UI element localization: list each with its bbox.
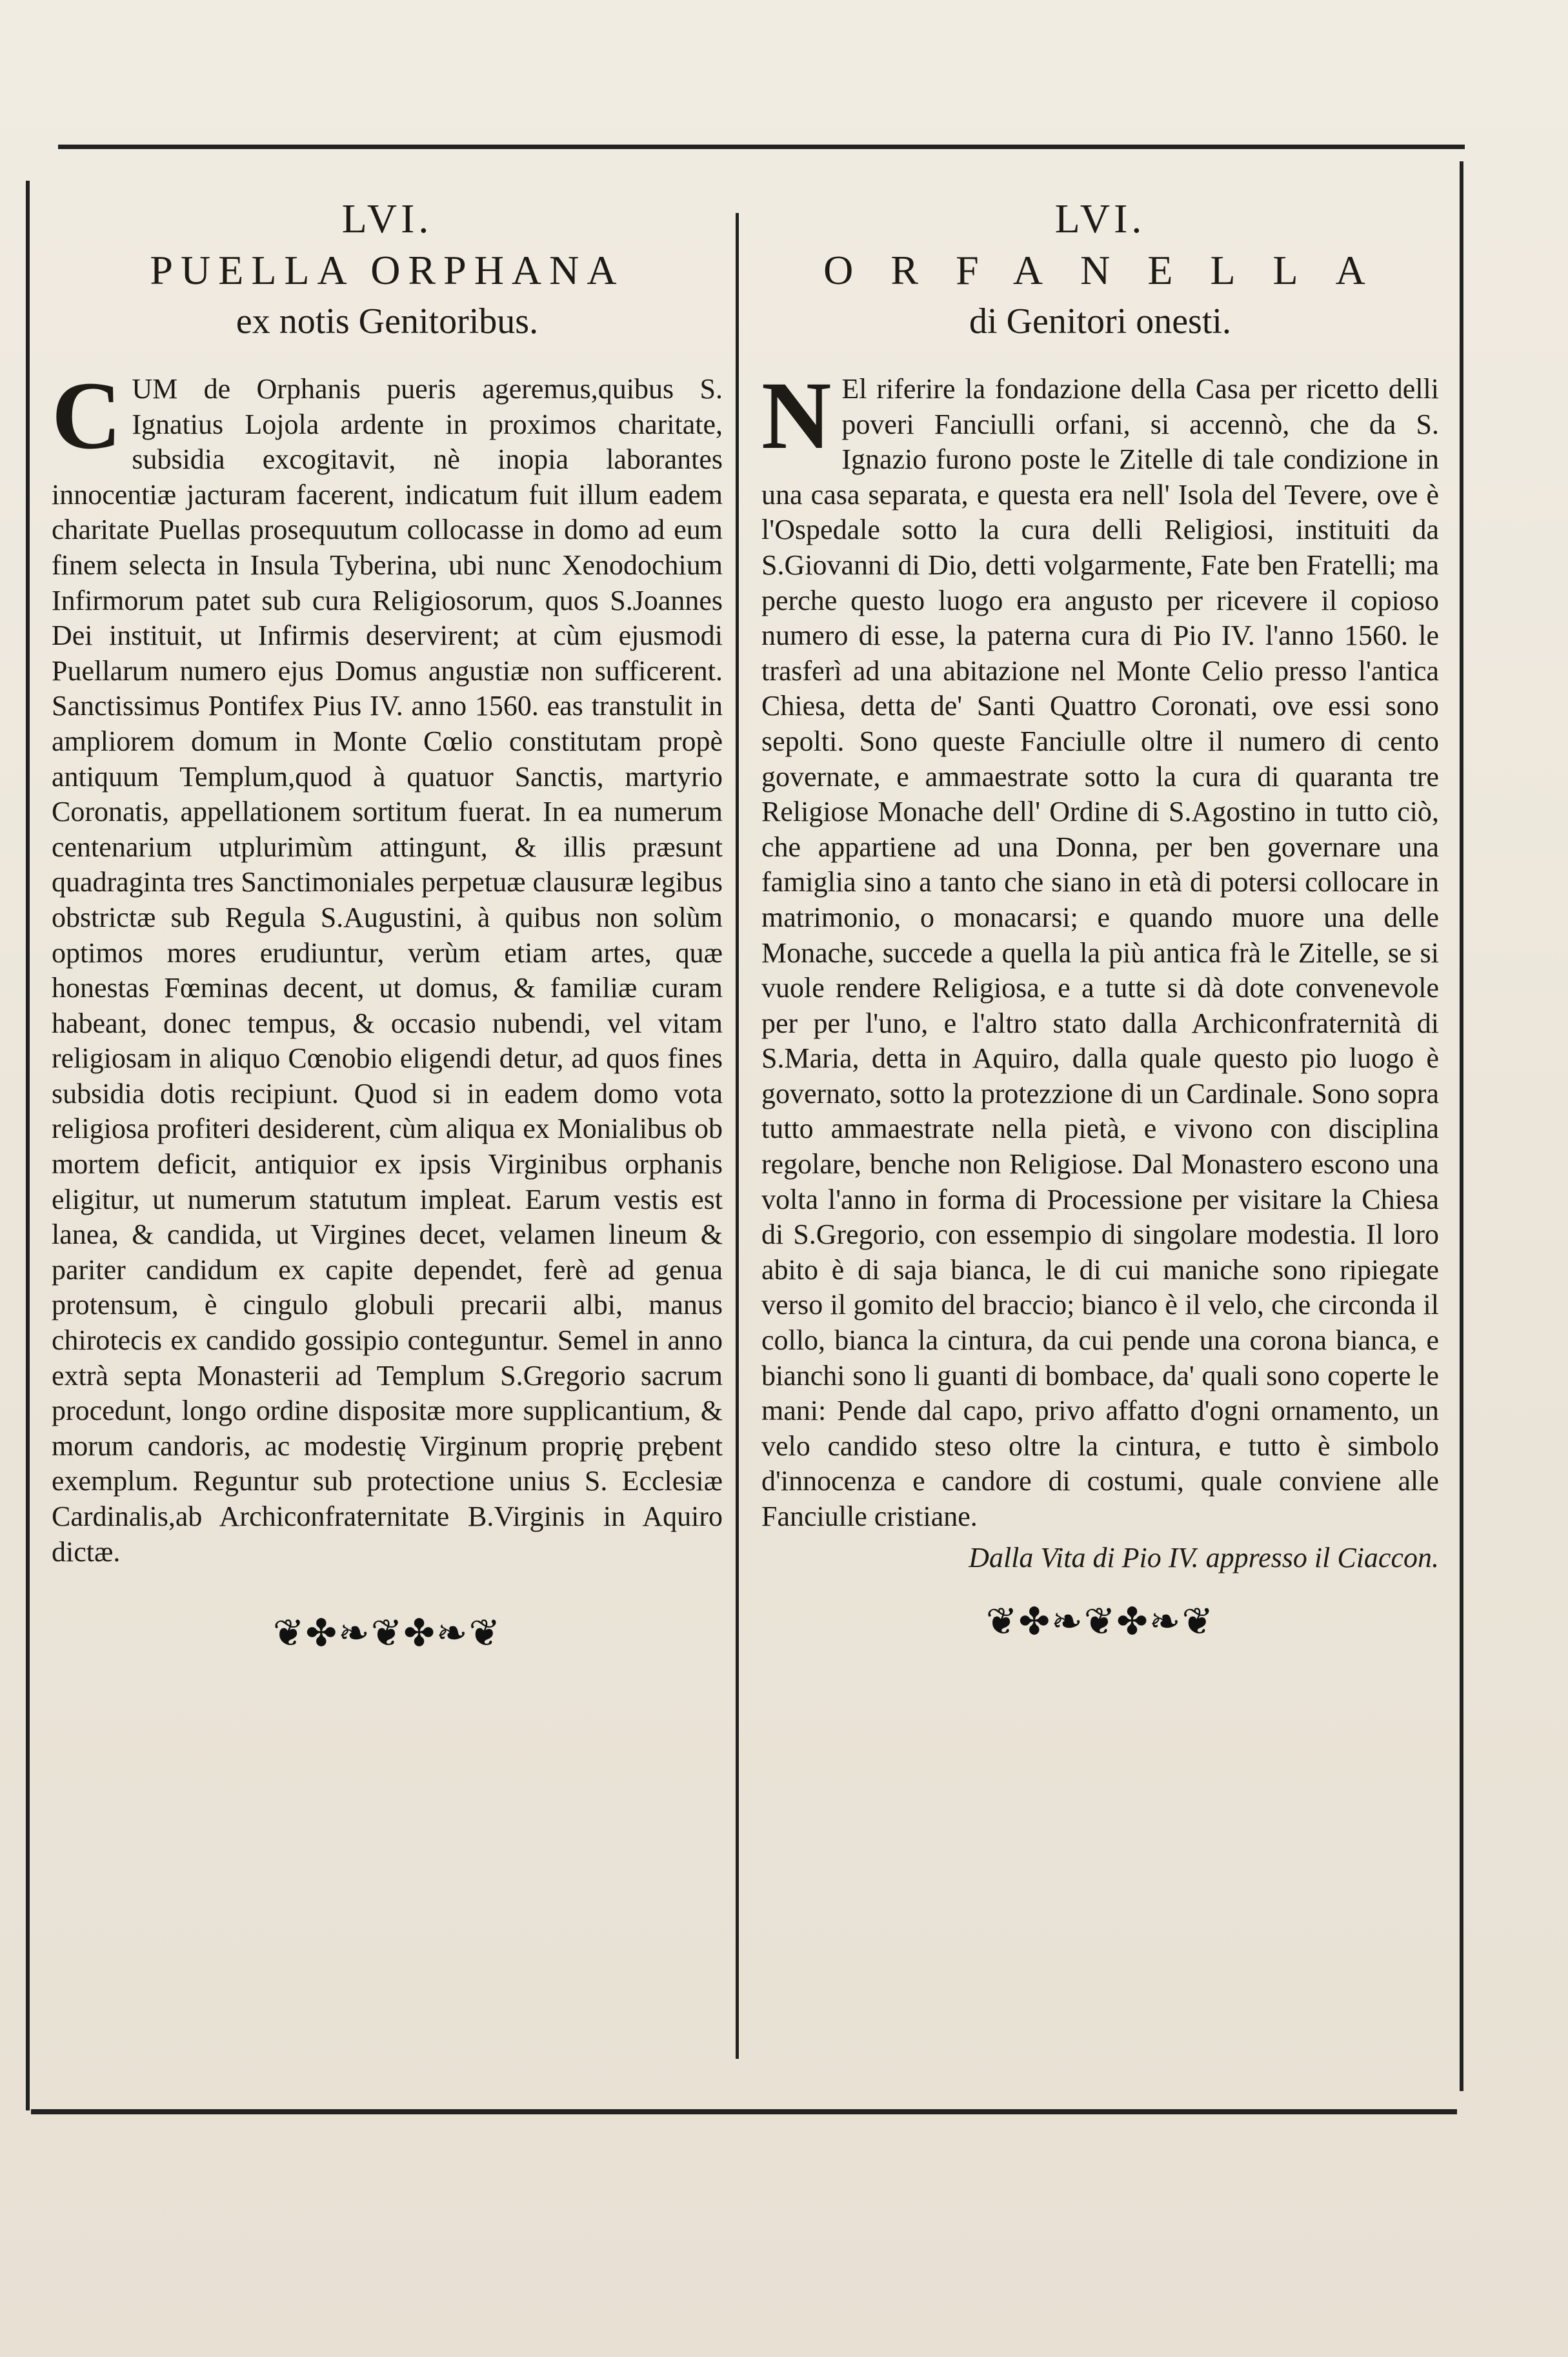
latin-title: PUELLA ORPHANA	[150, 247, 625, 293]
top-rule	[58, 145, 1465, 149]
latin-subtitle: ex notis Genitoribus.	[236, 301, 539, 341]
italian-title: ORFANELLA	[823, 247, 1403, 293]
right-rule	[1460, 161, 1463, 2091]
column-divider	[736, 213, 739, 2059]
bottom-rule	[31, 2109, 1457, 2114]
latin-column	[52, 194, 723, 1656]
source-citation: Dalla Vita di Pio IV. appresso il Ciaccon.	[969, 1541, 1439, 1573]
italian-chapter-number: LVI.	[1054, 196, 1146, 241]
italian-body	[761, 362, 1439, 1535]
latin-body-text: UM de Orphanis pueris ageremus,quibus S. Ignatius Lojola ardente in proximos charitate, subsidia excogitavit, nè inopia laborantes innocentiæ jacturam facerent, indicatum fuit illum eadem charitate Puellas prosequutum collocasse in domo ad eum finem selecta in Insula Tyberina, ubi nunc Xenodochium Infirmorum patet sub cura Religiosorum, quos S.Joannes Dei instituit, ut Infirmis deservirent; at cùm ejusmodi Puellarum numero ejus Domus angustiæ non sufficerent. Sanctissimus Pontifex Pius IV. anno 1560. eas transtulit in ampliorem domum in Monte Cœlio constitutam propè antiquum Templum,quod à quatuor Sanctis, martyrio Coronatis, appellationem sortitum fuerat. In ea numerum centenarium utplurimùm attingunt, & illis præsunt quadraginta tres Sanctimoniales perpetuæ clausuræ legibus obstrictæ sub Regula S.Augustini, à quibus non solùm optimos mores erudiuntur, verùm etiam artes, quæ honestas Fœminas decent, ut domus, & familiæ curam habeant, donec tempus, & occasio nubendi, vel vitam religiosam in aliquo Cœnobio eligendi detur, ad quos fines subsidia dotis recipiunt. Quod si in eadem domo vota religiosa profiteri desiderent, cùm aliqua ex Monialibus ob mortem deficit, antiquior ex ipsis Virginibus orphanis eligitur, ut numerum statutum impleat. Earum vestis est lanea, & candida, ut Virgines decet, velamen lineum & pariter candidum ex capite dependet, ferè ad genua protensum, è cingulo globuli precarii albi, manus chirotecis ex candido gossipio conteguntur. Semel in anno extrà septa Monasterii ad Templum S.Gregorio sacrum procedunt, longo ordine dispositæ more supplicantium, & morum candoris, ac modestię Virginum proprię prębent exemplum. Reguntur sub protectione unius S. Ecclesiæ Cardinalis,ab Archiconfraternitate B.Virginis in Aquiro dictæ.	[52, 373, 723, 1568]
latin-dropcap: C	[52, 362, 122, 469]
latin-chapter-number: LVI.	[341, 196, 433, 241]
italian-subtitle: di Genitori onesti.	[969, 301, 1231, 341]
italian-body-text: El riferire la fondazione della Casa per ricetto delli poveri Fanciulli orfani, si accennò, che da S. Ignazio furono poste le Zitelle di tale condizione in una casa separata, e questa era nell' Isola del Tevere, ove è l'Ospedale sotto la cura delli Religiosi, instituiti da S.Giovanni di Dio, detti volgarmente, Fate ben Fratelli; ma perche questo luogo era angusto per ricevere il copioso numero di esse, la paterna cura di Pio IV. l'anno 1560. le trasferì ad una abitazione nel Monte Celio presso l'antica Chiesa, detta de' Santi Quattro Coronati, ove essi sono sepolti. Sono queste Fanciulle oltre il numero di cento governate, e ammaestrate sotto la cura di quaranta tre Religiose Monache dell' Ordine di S.Agostino in tutto ciò, che appartiene ad una Donna, per ben governare una famiglia sino a tanto che siano in età di potersi collocare in matrimonio, o monacarsi; e quando muore una delle Monache, succede a quella la più antica frà le Zitelle, se si vuole rendere Religiosa, e a tutte si dà dote convenevole per per l'uno, e l'altro stato dalla Archiconfraternità di S.Maria, detta in Aquiro, dalla quale questo pio luogo è governato, sotto la protezzione di un Cardinale. Sono sopra tutto ammaestrate nella pietà, e vivono con disciplina regolare, benche non Religiose. Dal Monastero escono una volta l'anno in forma di Processione per visitare la Chiesa di S.Gregorio, con essempio di singolare modestia. Il loro abito è di saja bianca, le di cui maniche sono ripiegate verso il gomito del braccio; bianco è il velo, che circonda il collo, bianca la cintura, da cui pende una corona bianca, e bianchi sono li guanti di bombace, da' quali sono coperte le mani: Pende dal capo, privo affatto d'ogni ornamento, un velo candido steso oltre la cintura, e tutto è simbolo d'innocenza e candore di costumi, quale conviene alle Fanciulle cristiane.	[761, 373, 1439, 1532]
left-rule	[26, 181, 30, 2110]
italian-dropcap: N	[761, 362, 832, 469]
italian-ornament: ❦✤❧❦✤❧❦	[985, 1600, 1215, 1643]
latin-body	[52, 362, 723, 1570]
italian-column	[761, 194, 1439, 1644]
latin-ornament: ❦✤❧❦✤❧❦	[272, 1612, 502, 1655]
